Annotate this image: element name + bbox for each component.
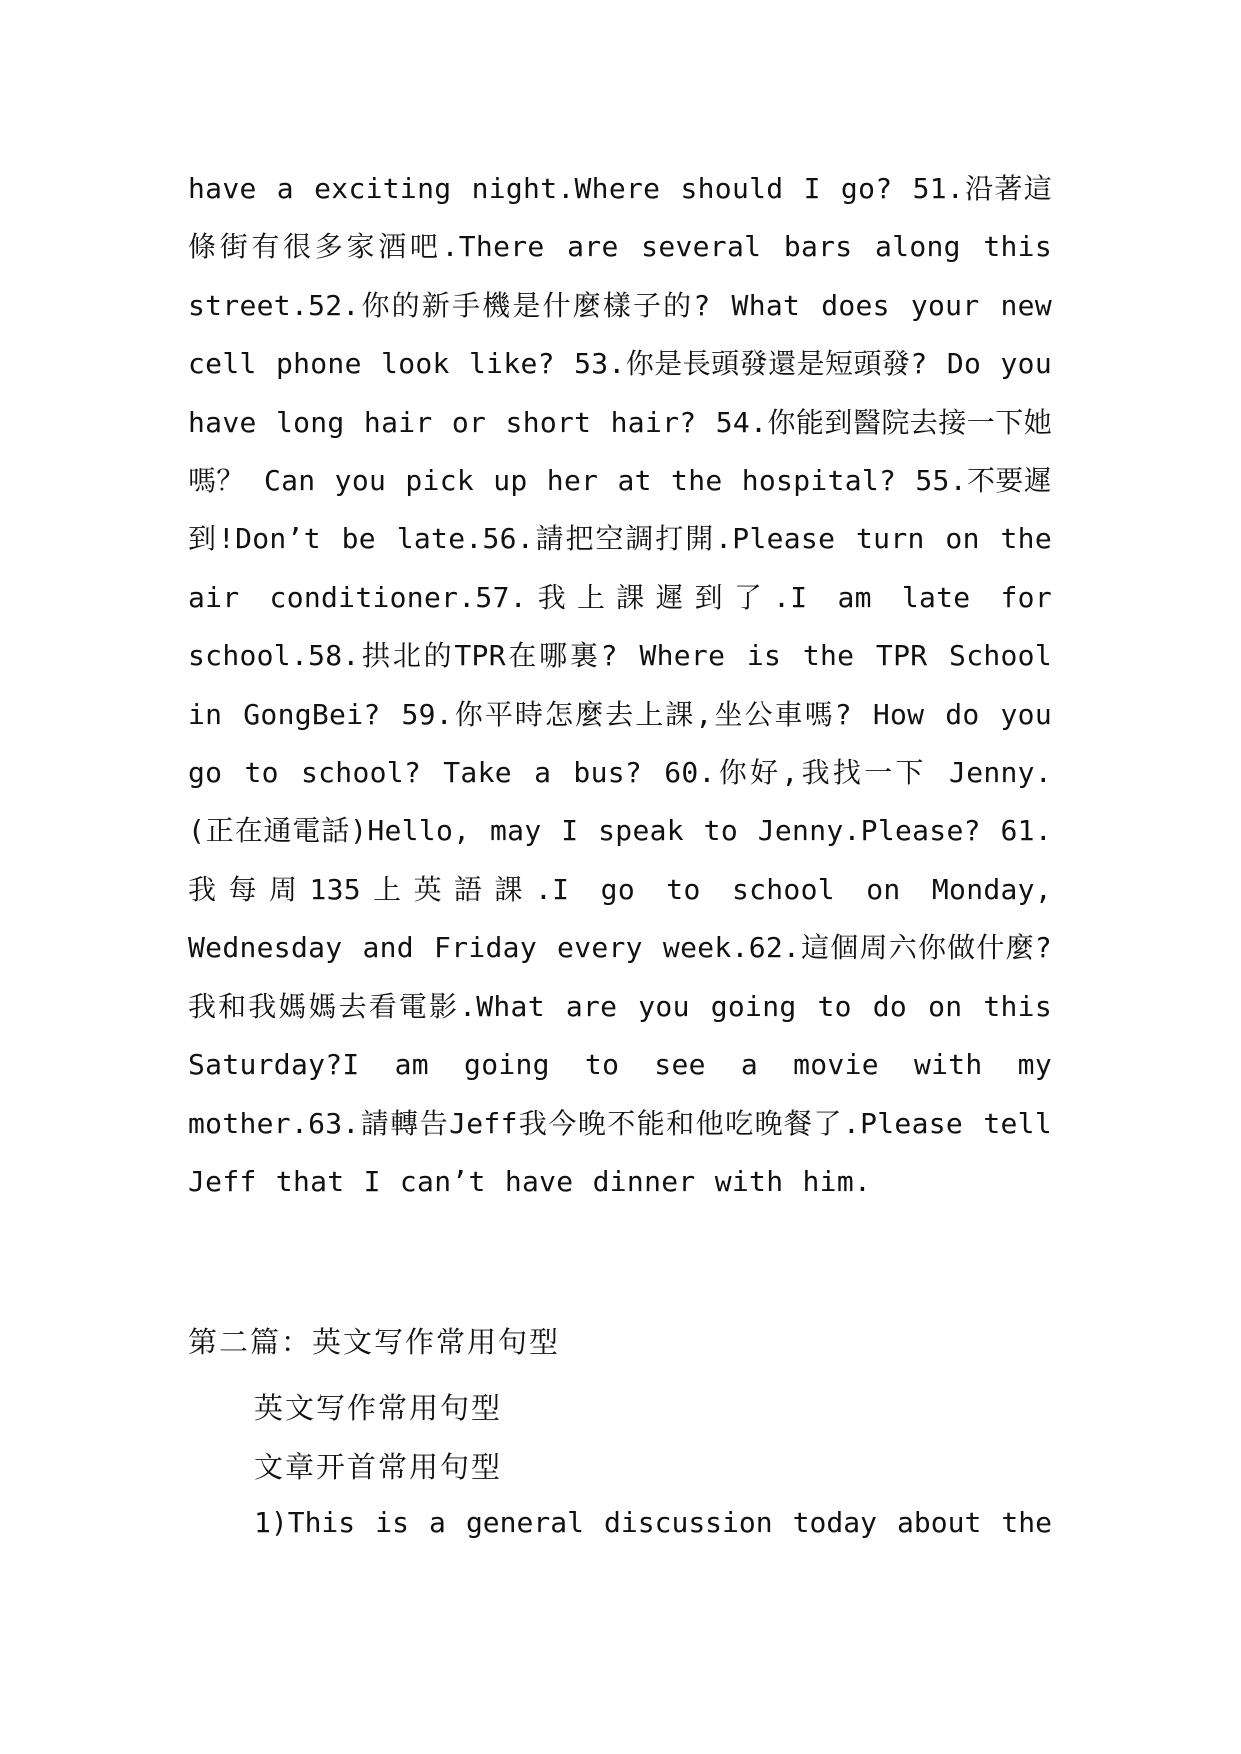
numbered-sentence-1: 1)This is a general discussion today about the [254,1506,1052,1539]
section-title: 第二篇：英文写作常用句型 [188,1325,561,1359]
subheading-english-writing-patterns: 英文写作常用句型 [254,1391,503,1425]
body-paragraph: have a exciting night.Where should I go? 51.沿著這條街有很多家酒吧.There are several bars along this street.52.你的新手機是什麼樣子的? What does your new cell phone look like? 53.你是長頭發還是短頭發? Do you have long hair or short hair? 54.你能到醫院去接一下她嗎？ Can you pick up her at the hospital? 55.不要遲到!Don’t be late.56.請把空調打開.Please turn on the air conditioner.57.我上課遲到了.I am late for school.58.拱北的TPR在哪裏? Where is the TPR School in GongBei? 59.你平時怎麼去上課,坐公車嗎? How do you go to school? Take a bus? 60.你好,我找一下 Jenny.(正在通電話)Hello, may I speak to Jenny.Please? 61.我每周135上英語課.I go to school on Monday, Wednesday and Friday every week.62.這個周六你做什麼?我和我媽媽去看電影.What are you going to do on this Saturday?I am going to see a movie with my mother.63.請轉告Jeff我今晚不能和他吃晚餐了.Please tell Jeff that I can’t have dinner with him. [188,172,1052,1198]
subheading-opening-patterns: 文章开首常用句型 [254,1450,503,1484]
